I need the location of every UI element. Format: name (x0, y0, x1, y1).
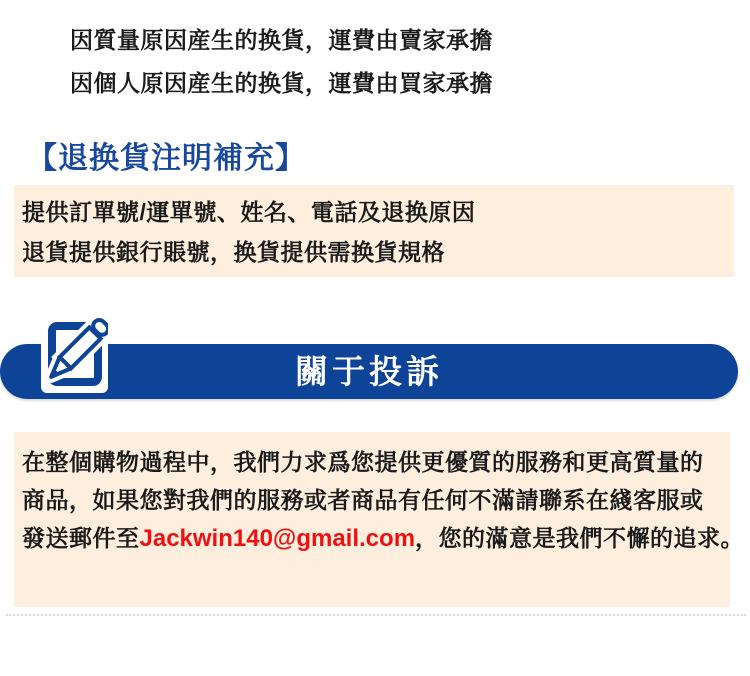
dotted-separator (6, 614, 746, 616)
return-note-line-1: 提供訂單號/運單號、姓名、電話及退换原因 (22, 199, 476, 225)
complaint-line-3 (22, 519, 745, 558)
return-note-heading: 【退换貨注明補充】 (27, 142, 306, 175)
complaint-banner-title: 關于投訴 (295, 353, 443, 390)
complaint-banner (0, 344, 738, 399)
return-note-panel (14, 185, 734, 277)
edit-pencil-icon (41, 313, 108, 393)
policy-quality-line: 因質量原因産生的换貨，運費由賣家承擔 (70, 27, 493, 53)
policy-personal-line: 因個人原因産生的换貨，運費由買家承擔 (70, 70, 493, 96)
return-note-line-2: 退貨提供銀行賬號，换貨提供需换貨規格 (22, 239, 445, 265)
complaint-line-1: 在整個購物過程中，我們力求爲您提供更優質的服務和更高質量的 (22, 449, 704, 475)
complaint-line-3-prefix: 發送郵件至 (22, 525, 140, 551)
complaint-panel (14, 432, 745, 607)
contact-email-link[interactable]: Jackwin140@gmail.com (139, 525, 416, 552)
complaint-line-2: 商品，如果您對我們的服務或者商品有任何不滿請聯系在綫客服或 (22, 487, 704, 513)
complaint-line-3-suffix: ，您的滿意是我們不懈的追求。 (415, 525, 745, 551)
